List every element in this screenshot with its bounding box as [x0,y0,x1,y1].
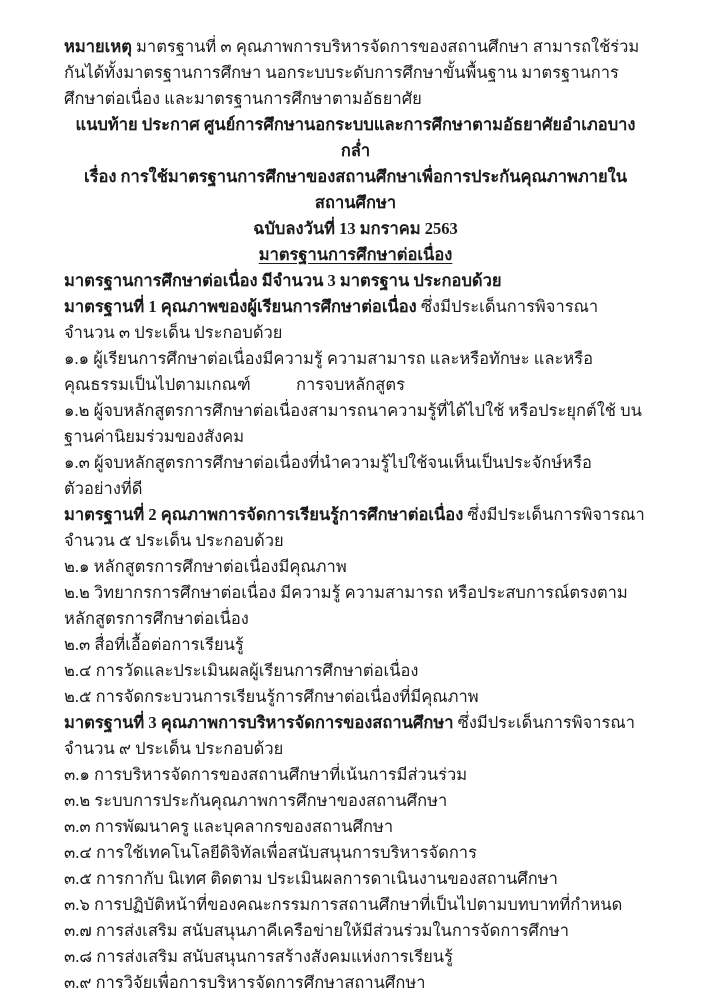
item-1-1: ๑.๑ ผู้เรียนการศึกษาต่อเนื่องมีความรู้ ความสามารถ และหรือทักษะ และหรือคุณธรรมเป็นไปตามเกณฑ์ การจบหลักสูตร [64,349,593,394]
note-label: หมายเหตุ [64,37,132,56]
standard-1-subtitle: ซึ่งมีประเด็นการพิจารณา จำนวน ๓ ประเด็น ประกอบด้วย [64,297,603,342]
attachment-line: แนบท้าย ประกาศ ศูนย์การศึกษานอกระบบและการศึกษาตามอัธยาศัยอำเภอบางกล่ำ [75,115,636,160]
item-3-9: ๓.๙ การวิจัยเพื่อการบริหารจัดการศึกษาสถานศึกษา [64,973,426,992]
standard-1-title: มาตรฐานที่ 1 คุณภาพของผู้เรียนการศึกษาต่อเนื่อง [64,297,417,316]
subject-line: เรื่อง การใช้มาตรฐานการศึกษาของสถานศึกษาเพื่อการประกันคุณภาพภายในสถานศึกษา [83,167,628,212]
item-2-3: ๒.๓ สื่อที่เอื้อต่อการเรียนรู้ [64,635,244,654]
standard-3-title: มาตรฐานที่ 3 คุณภาพการบริหารจัดการของสถานศึกษา [64,713,454,732]
note-text: มาตรฐานที่ ๓ คุณภาพการบริหารจัดการของสถานศึกษา สามารถใช้ร่วมกันได้ทั้งมาตรฐานการศึกษา นอกระบบระดับการศึกษาขั้นพื้นฐาน มาตรฐานการศึกษาต่อเนื่อง และมาตรฐานการศึกษาตามอัธยาศัย [64,37,640,108]
standard-2-subtitle: ซึ่งมีประเด็นการพิจารณา จำนวน ๕ ประเด็น ประกอบด้วย [64,505,649,550]
standard-1-heading [64,294,647,346]
item-2-2: ๒.๒ วิทยากรการศึกษาต่อเนื่อง มีความรู้ ความสามารถ หรือประสบการณ์ตรงตามหลักสูตรการศึกษาต่อเนื่อง [64,583,628,628]
note-paragraph [64,34,647,112]
section-heading-wrap [64,242,647,268]
item-3-4: ๓.๔ การใช้เทคโนโลยีดิจิทัลเพื่อสนับสนุนการบริหารจัดการ [64,843,477,862]
item-3-1: ๓.๑ การบริหารจัดการของสถานศึกษาที่เน้นการมีส่วนร่วม [64,765,468,784]
item-3-8: ๓.๘ การส่งเสริม สนับสนุนการสร้างสังคมแห่งการเรียนรู้ [64,947,453,966]
item-3-2: ๓.๒ ระบบการประกันคุณภาพการศึกษาของสถานศึกษา [64,791,448,810]
standard-2-heading [64,502,647,554]
item-1-2: ๑.๒ ผู้จบหลักสูตรการศึกษาต่อเนื่องสามารถนาความรู้ที่ได้ไปใช้ หรือประยุกต์ใช้ บนฐานค่านิยมร่วมของสังคม [64,401,642,446]
standard-3-subtitle: ซึ่งมีประเด็นการพิจารณา จำนวน ๙ ประเด็น ประกอบด้วย [64,713,640,758]
item-2-5: ๒.๕ การจัดกระบวนการเรียนรู้การศึกษาต่อเนื่องที่มีคุณภาพ [64,687,479,706]
intro-line: มาตรฐานการศึกษาต่อเนื่อง มีจำนวน 3 มาตรฐาน ประกอบด้วย [64,271,502,290]
item-3-7: ๓.๗ การส่งเสริม สนับสนุนภาคีเครือข่ายให้มีส่วนร่วมในการจัดการศึกษา [64,921,570,940]
date-line: ฉบับลงวันที่ 13 มกราคม 2563 [253,219,458,238]
item-3-5: ๓.๕ การกากับ นิเทศ ติดตาม ประเมินผลการดาเนินงานของสถานศึกษา [64,869,558,888]
section-heading: มาตรฐานการศึกษาต่อเนื่อง [258,245,453,264]
item-2-4: ๒.๔ การวัดและประเมินผลผู้เรียนการศึกษาต่อเนื่อง [64,661,419,680]
item-2-1: ๒.๑ หลักสูตรการศึกษาต่อเนื่องมีคุณภาพ [64,557,347,576]
item-3-6: ๓.๖ การปฏิบัติหน้าที่ของคณะกรรมการสถานศึกษาที่เป็นไปตามบทบาทที่กำหนด [64,895,623,914]
standard-2-title: มาตรฐานที่ 2 คุณภาพการจัดการเรียนรู้การศึกษาต่อเนื่อง [64,505,464,524]
item-1-3: ๑.๓ ผู้จบหลักสูตรการศึกษาต่อเนื่องที่นำความรู้ไปใช้จนเห็นเป็นประจักษ์หรือตัวอย่างที่ดี [64,453,592,498]
item-3-3: ๓.๓ การพัฒนาครู และบุคลากรของสถานศึกษา [64,817,394,836]
standard-3-heading [64,710,647,762]
